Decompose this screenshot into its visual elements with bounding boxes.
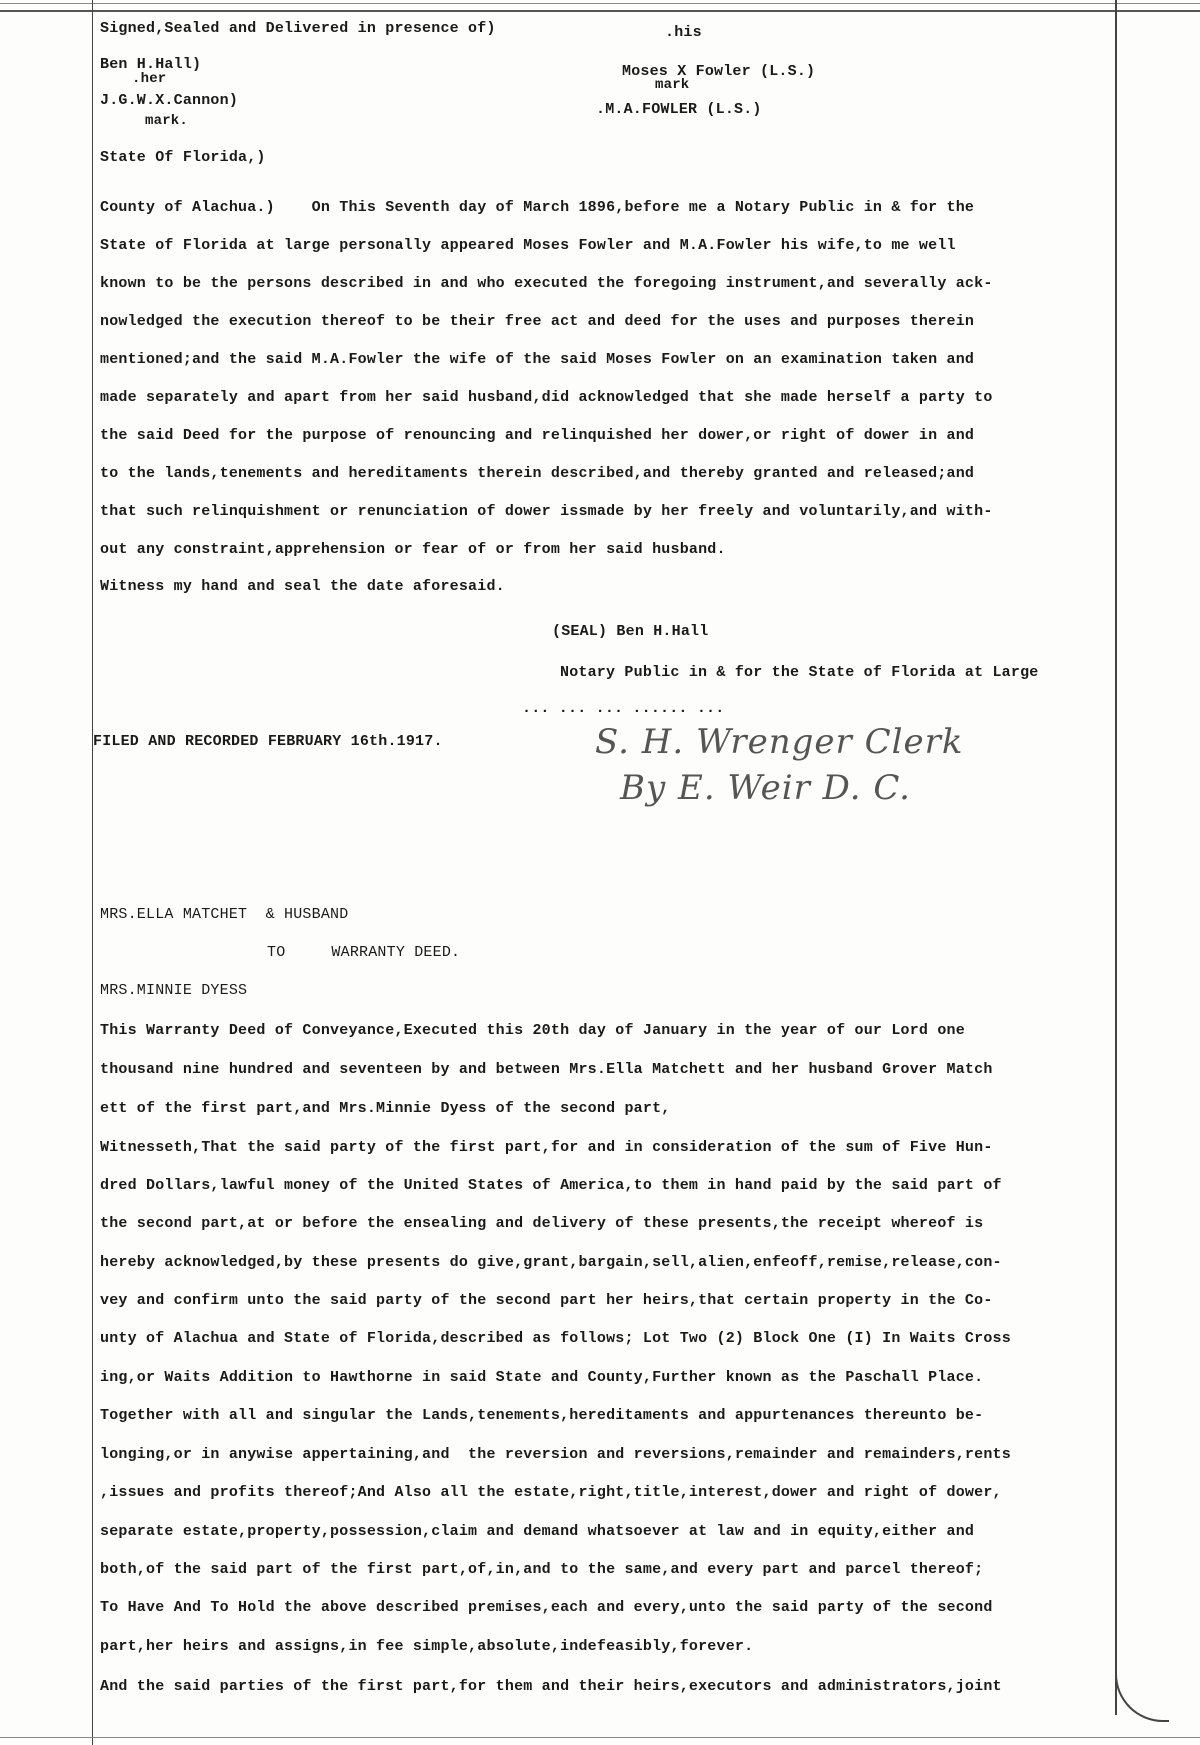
witness-cannon: J.G.W.X.Cannon) xyxy=(100,92,239,109)
grantor-ma-fowler: .M.A.FOWLER (L.S.) xyxy=(596,101,762,118)
ack-line: Witness my hand and seal the date aforesaid. xyxy=(100,578,505,595)
deed-line: ett of the first part,and Mrs.Minnie Dyess of the second part, xyxy=(100,1100,671,1117)
deed-line: Together with all and singular the Lands,tenements,hereditaments and appurtenances thereunto be- xyxy=(100,1407,984,1424)
ack-line: County of Alachua.) On This Seventh day of March 1896,before me a Notary Public in & for the xyxy=(100,199,975,216)
deed-line: separate estate,property,possession,claim and demand whatsoever at law and in equity,either and xyxy=(100,1523,975,1540)
clerk-handwritten-signature: S. H. Wrenger Clerk xyxy=(595,722,964,762)
deed-line: both,of the said part of the first part,of,in,and to the same,and every part and parcel thereof; xyxy=(100,1561,984,1578)
deed-line: thousand nine hundred and seventeen by and between Mrs.Ella Matchett and her husband Grover Match xyxy=(100,1061,993,1078)
ack-line: the said Deed for the purpose of renouncing and relinquished her dower,or right of dower in and xyxy=(100,427,975,444)
page-corner-curl xyxy=(1115,1660,1169,1722)
ack-line: State of Florida at large personally appeared Moses Fowler and M.A.Fowler his wife,to me well xyxy=(100,237,956,254)
deed-line: longing,or in anywise appertaining,and the reversion and reversions,remainder and remainders,rents xyxy=(100,1446,1011,1463)
deed-party-to: MRS.MINNIE DYESS xyxy=(100,982,248,999)
deed-line: the second part,at or before the ensealing and delivery of these presents,the receipt whereof is xyxy=(100,1215,984,1232)
ack-line: made separately and apart from her said husband,did acknowledged that she made herself a party to xyxy=(100,389,993,406)
deed-line: Witnesseth,That the said party of the first part,for and in consideration of the sum of Five Hun- xyxy=(100,1139,993,1156)
deed-line: unty of Alachua and State of Florida,described as follows; Lot Two (2) Block One (I) In Waits Cross xyxy=(100,1330,1011,1347)
signed-sealed-line: Signed,Sealed and Delivered in presence of) xyxy=(100,20,496,37)
deed-line: ing,or Waits Addition to Hawthorne in said State and County,Further known as the Paschall Place. xyxy=(100,1369,984,1386)
notary-public-line: Notary Public in & for the State of Florida at Large xyxy=(560,664,1039,681)
filed-and-recorded-line: FILED AND RECORDED FEBRUARY 16th.1917. xyxy=(93,733,443,750)
left-margin-rule xyxy=(92,0,93,1745)
ack-line: nowledged the execution thereof to be their free act and deed for the uses and purposes therein xyxy=(100,313,975,330)
deputy-clerk-handwritten-signature: By E. Weir D. C. xyxy=(620,768,911,808)
seal-signature-line: (SEAL) Ben H.Hall xyxy=(552,623,709,640)
ack-line: that such relinquishment or renunciation of dower issmade by her freely and voluntarily,and with- xyxy=(100,503,993,520)
deed-line: vey and confirm unto the said party of the second part her heirs,that certain property in the Co- xyxy=(100,1292,993,1309)
top-rule xyxy=(0,10,1200,12)
state-of-florida-line: State Of Florida,) xyxy=(100,149,266,166)
ack-line: out any constraint,apprehension or fear of or from her said husband. xyxy=(100,541,726,558)
deed-line: To Have And To Hold the above described premises,each and every,unto the said party of the second xyxy=(100,1599,993,1616)
deed-line: ,issues and profits thereof;And Also all the estate,right,title,interest,dower and right of dower, xyxy=(100,1484,1002,1501)
bottom-rule xyxy=(0,1737,1200,1738)
his-label: .his xyxy=(665,24,702,41)
top-rule-thin xyxy=(0,3,1200,4)
deed-line: And the said parties of the first part,for them and their heirs,executors and administrators,joint xyxy=(100,1678,1002,1695)
ack-line: to the lands,tenements and hereditaments therein described,and thereby granted and released;and xyxy=(100,465,975,482)
deed-line: dred Dollars,lawful money of the United States of America,to them in hand paid by the said part of xyxy=(100,1177,1002,1194)
grantor-moses-fowler: Moses X Fowler (L.S.) xyxy=(622,63,816,80)
witness-ben-hall: Ben H.Hall) xyxy=(100,56,202,73)
deed-party-from: MRS.ELLA MATCHET & HUSBAND xyxy=(100,906,349,923)
deed-line: part,her heirs and assigns,in fee simple,absolute,indefeasibly,forever. xyxy=(100,1638,754,1655)
right-margin-rule xyxy=(1115,0,1117,1715)
mark-label-2: mark. xyxy=(145,113,189,129)
ack-line: mentioned;and the said M.A.Fowler the wife of the said Moses Fowler on an examination taken and xyxy=(100,351,975,368)
deed-line: This Warranty Deed of Conveyance,Executed this 20th day of January in the year of our Lord one xyxy=(100,1022,965,1039)
deed-to-warranty-deed: TO WARRANTY DEED. xyxy=(267,944,461,961)
mark-label-1: mark xyxy=(655,77,690,93)
her-label: .her xyxy=(132,71,167,87)
dotted-separator: ... ... ... ...... ... xyxy=(522,700,725,717)
ack-line: known to be the persons described in and who executed the foregoing instrument,and severally ack- xyxy=(100,275,993,292)
deed-line: hereby acknowledged,by these presents do give,grant,bargain,sell,alien,enfeoff,remise,release,con- xyxy=(100,1254,1002,1271)
